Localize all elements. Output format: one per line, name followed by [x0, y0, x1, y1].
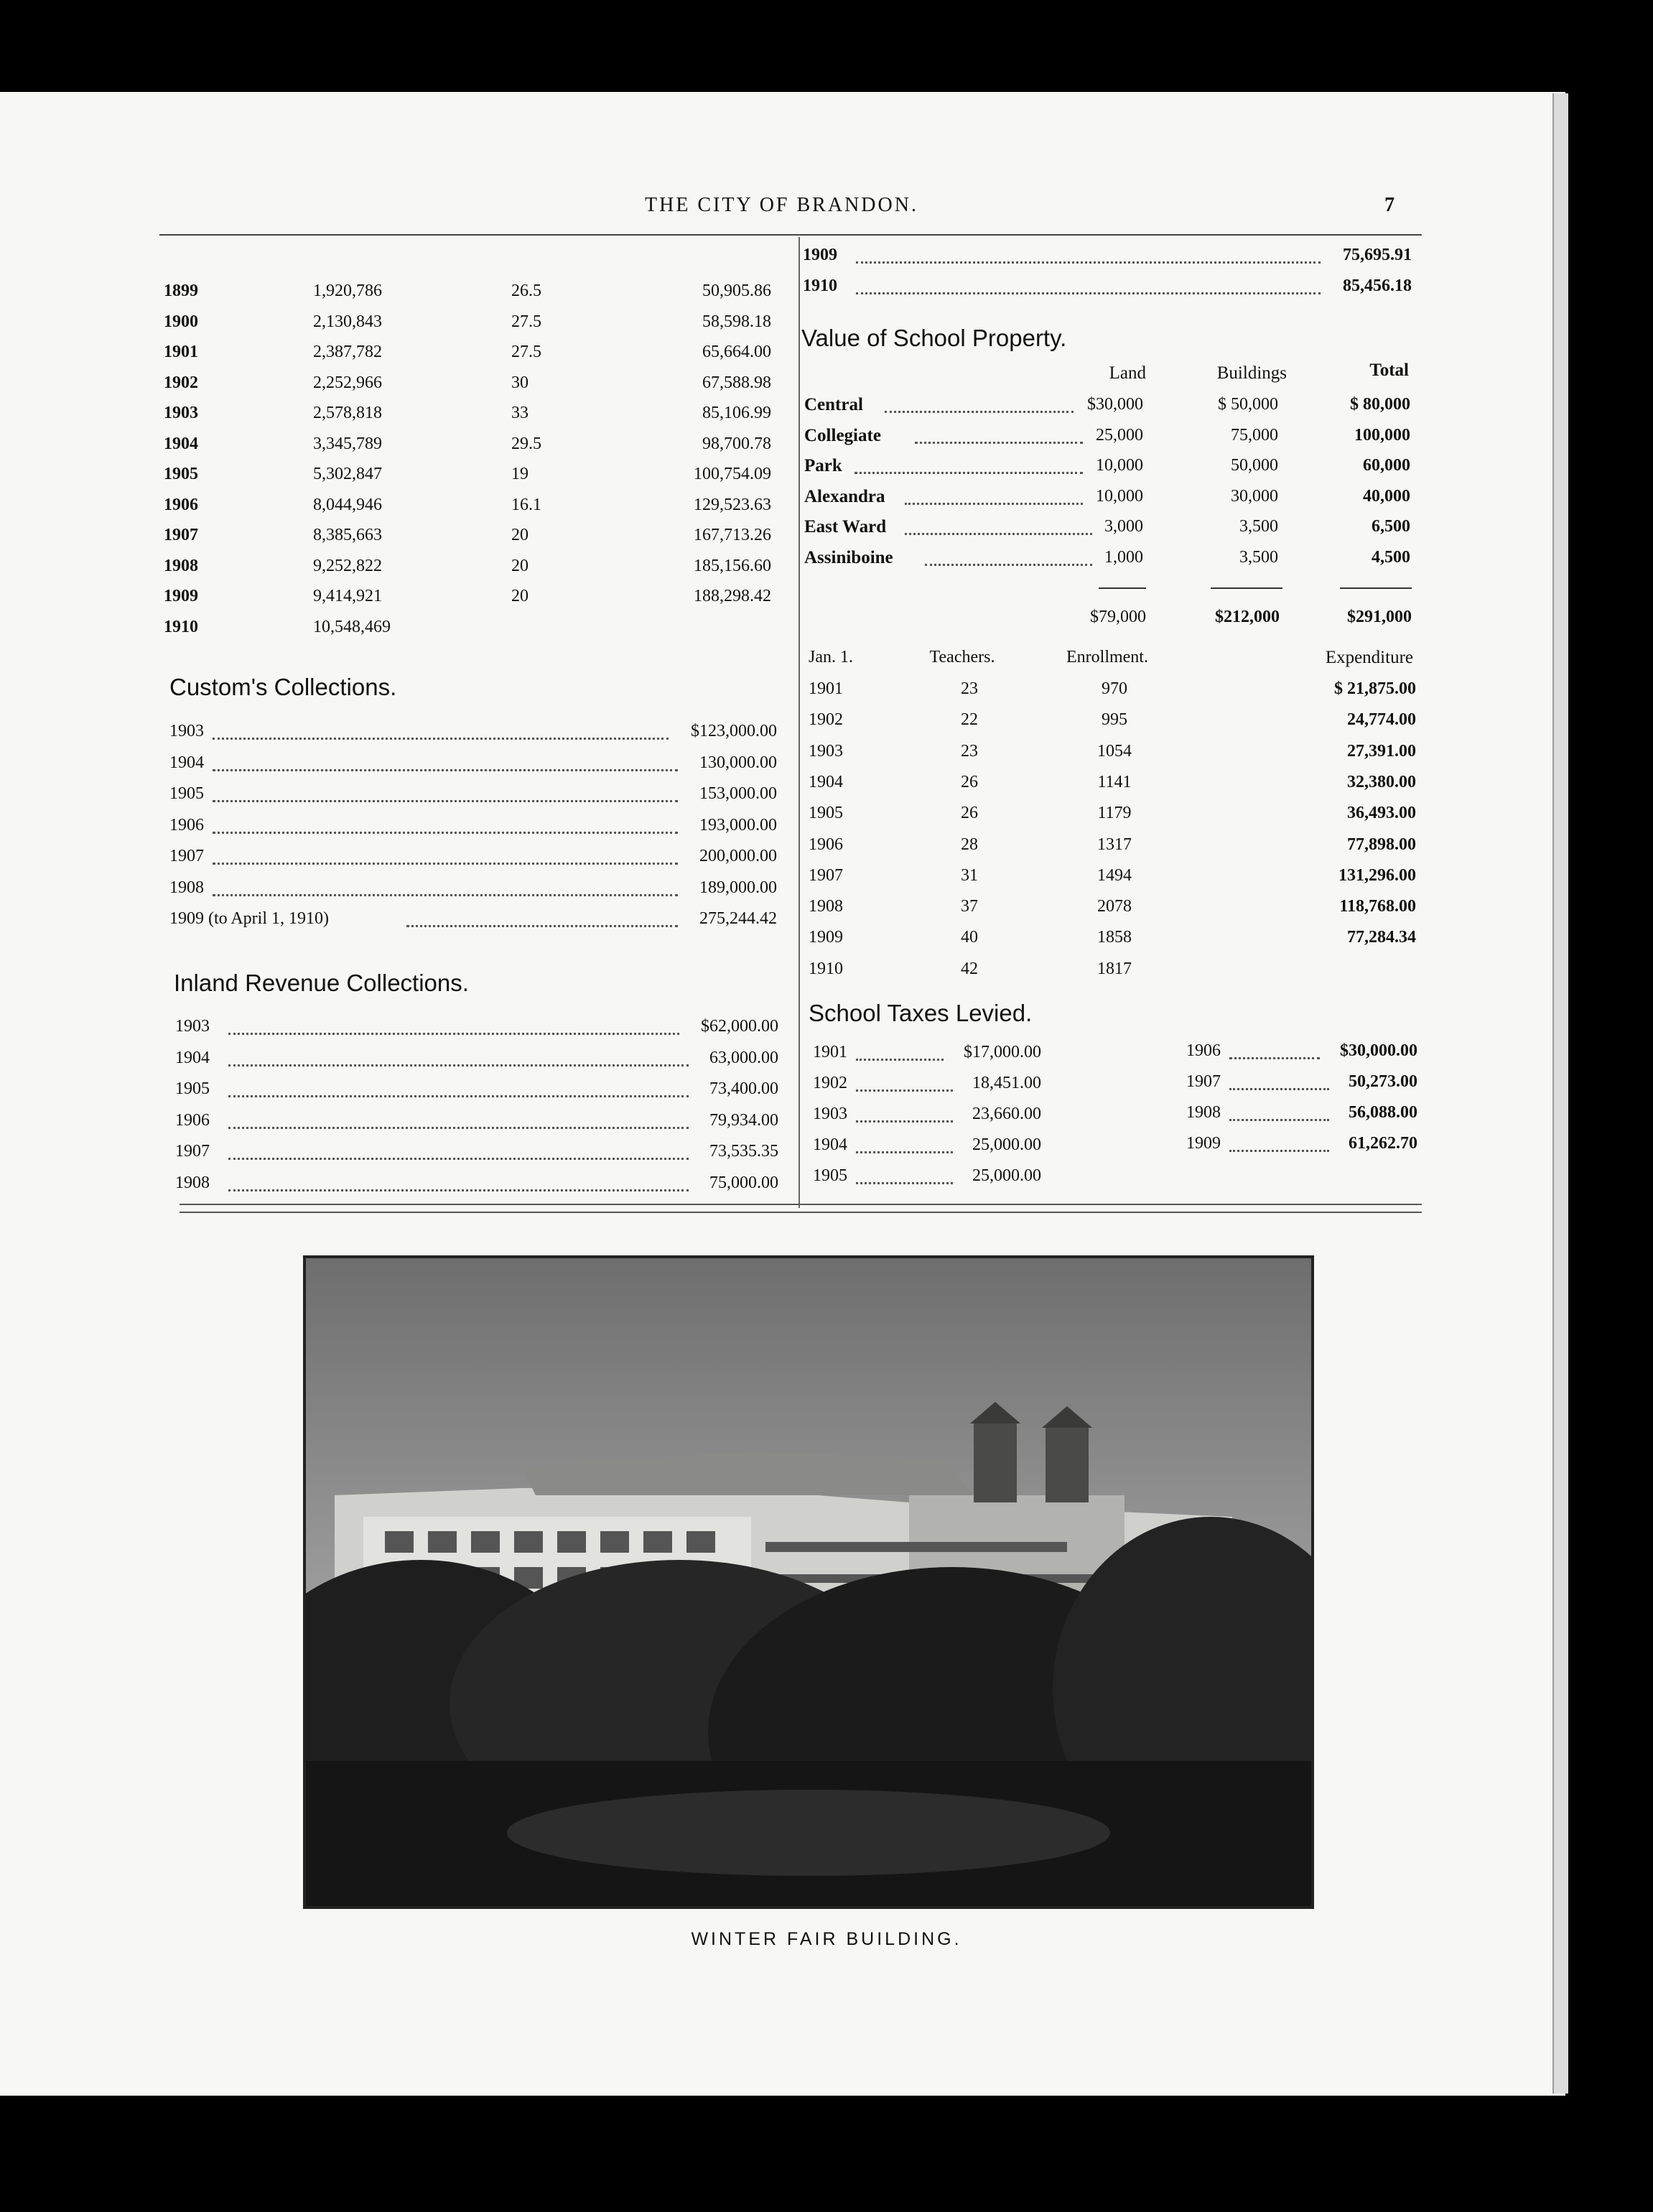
property-total-total: $291,000: [1347, 608, 1412, 626]
schools-enrollment: 2078: [1097, 897, 1132, 916]
inland-year: 1907: [175, 1142, 210, 1161]
page-edge: [1552, 93, 1568, 2094]
tax-amount: 25,000.00: [972, 1135, 1041, 1154]
schools-year: 1902: [809, 710, 843, 730]
assessment-value: 2,130,843: [313, 312, 382, 331]
customs-title: Custom's Collections.: [169, 674, 397, 700]
property-land: 1,000: [1104, 547, 1143, 567]
assessment-levy: 185,156.60: [694, 556, 771, 575]
schools-expenditure: $ 21,875.00: [1334, 679, 1416, 698]
customs-amount: 189,000.00: [699, 878, 777, 897]
customs-year: 1905: [169, 784, 204, 803]
customs-amount: 200,000.00: [699, 847, 777, 865]
customs-amount: $123,000.00: [691, 722, 777, 740]
schools-enrollment: 1317: [1097, 835, 1132, 854]
assessment-rate: 20: [511, 556, 529, 575]
schools-expenditure: 77,284.34: [1347, 928, 1416, 947]
property-land: 25,000: [1096, 425, 1143, 445]
inland-year: 1908: [175, 1173, 210, 1192]
assessment-year: 1902: [164, 373, 198, 392]
tax-year: 1905: [813, 1166, 847, 1185]
inland-amount: 73,535.35: [709, 1142, 778, 1161]
leader-dots: [925, 564, 1092, 566]
leader-dots: [228, 1127, 689, 1129]
schools-enrollment: 1054: [1097, 741, 1132, 761]
customs-amount: 193,000.00: [699, 815, 777, 835]
tax-amount: 50,273.00: [1349, 1072, 1417, 1091]
assessment-value: 1,920,786: [313, 282, 382, 300]
assessment-rate: 27.5: [511, 343, 541, 361]
inland-year: 1905: [175, 1079, 210, 1098]
schools-header-enrollment: Enrollment.: [1066, 648, 1148, 666]
assessment-year: 1908: [164, 556, 198, 575]
page-number: 7: [1384, 194, 1397, 216]
assessment-value: 5,302,847: [313, 465, 382, 483]
tax-amount: 23,660.00: [972, 1105, 1041, 1123]
assessment-levy: 188,298.42: [694, 587, 771, 605]
inland-amount: 75,000.00: [709, 1173, 778, 1192]
assessment-year: 1910: [164, 617, 198, 636]
top-right-year: 1909: [803, 246, 837, 264]
schools-enrollment: 1494: [1097, 865, 1132, 885]
tax-amount: $30,000.00: [1340, 1041, 1417, 1060]
assessment-year: 1899: [164, 282, 198, 300]
sum-rule: [1340, 587, 1412, 589]
leader-dots: [1229, 1057, 1320, 1059]
assessment-levy: 98,700.78: [702, 434, 771, 453]
schools-teachers: 37: [961, 897, 978, 916]
schools-expenditure: 131,296.00: [1338, 865, 1416, 885]
assessment-rate: 30: [511, 373, 529, 392]
property-buildings: 50,000: [1231, 456, 1278, 475]
leader-dots: [213, 800, 678, 802]
inland-year: 1904: [175, 1048, 210, 1067]
tax-amount: 25,000.00: [972, 1166, 1041, 1185]
customs-amount: 130,000.00: [699, 753, 777, 772]
tax-year: 1909: [1186, 1134, 1221, 1153]
assessment-levy: 67,588.98: [702, 373, 771, 392]
property-school: East Ward: [804, 517, 887, 536]
assessment-rate: 20: [511, 526, 529, 544]
assessment-rate: 29.5: [511, 434, 541, 453]
inland-year: 1906: [175, 1110, 210, 1130]
assessment-levy: 50,905.86: [702, 282, 771, 300]
assessment-value: 8,385,663: [313, 526, 382, 544]
schools-year: 1904: [809, 772, 843, 791]
schools-year: 1901: [809, 679, 843, 698]
property-total-land: $79,000: [1090, 608, 1146, 626]
assessment-rate: 19: [511, 465, 529, 483]
leader-dots: [905, 503, 1083, 505]
schools-enrollment: 1141: [1097, 772, 1132, 791]
customs-amount: 275,244.42: [699, 909, 777, 928]
schools-enrollment: 970: [1102, 679, 1127, 698]
property-buildings: 3,500: [1239, 547, 1278, 567]
schools-enrollment: 995: [1102, 710, 1127, 730]
property-header-total: Total: [1369, 361, 1409, 380]
leader-dots: [905, 533, 1092, 535]
leader-dots: [856, 1120, 953, 1123]
property-buildings: 3,500: [1239, 517, 1278, 536]
tax-year: 1904: [813, 1135, 847, 1154]
assessment-rate: 16.1: [511, 495, 541, 514]
customs-year: 1903: [169, 722, 204, 740]
leader-dots: [885, 411, 1074, 413]
leader-dots: [856, 1182, 953, 1184]
property-buildings: $ 50,000: [1218, 395, 1278, 414]
assessment-levy: 167,713.26: [694, 526, 771, 544]
assessment-levy: 100,754.09: [694, 465, 771, 483]
schools-teachers: 31: [961, 865, 978, 885]
running-header: THE CITY OF BRANDON.: [645, 194, 918, 216]
inland-title: Inland Revenue Collections.: [174, 970, 469, 996]
property-total-buildings: $212,000: [1215, 608, 1280, 626]
assessment-year: 1909: [164, 587, 198, 605]
tax-year: 1903: [813, 1105, 847, 1123]
school-property-title: Value of School Property.: [801, 325, 1067, 351]
customs-year: 1904: [169, 753, 204, 772]
property-land: 3,000: [1104, 517, 1143, 536]
leader-dots: [228, 1189, 689, 1191]
property-school: Assiniboine: [804, 547, 893, 567]
leader-dots: [406, 925, 678, 927]
leader-dots: [228, 1064, 689, 1066]
header-rule: [159, 234, 1422, 236]
tax-year: 1901: [813, 1043, 847, 1061]
schools-expenditure: 36,493.00: [1347, 804, 1416, 823]
property-total: 40,000: [1363, 486, 1410, 506]
school-taxes-title: School Taxes Levied.: [809, 1000, 1033, 1026]
leader-dots: [856, 1089, 953, 1092]
schools-expenditure: 27,391.00: [1347, 741, 1416, 761]
top-right-amount: 75,695.91: [1343, 246, 1412, 264]
leader-dots: [1229, 1150, 1329, 1152]
inland-amount: 79,934.00: [709, 1110, 778, 1130]
schools-expenditure: 32,380.00: [1347, 772, 1416, 791]
leader-dots: [213, 863, 678, 865]
assessment-value: 2,387,782: [313, 343, 382, 361]
assessment-value: 9,414,921: [313, 587, 382, 605]
property-land: 10,000: [1096, 486, 1143, 506]
inland-year: 1903: [175, 1017, 210, 1036]
assessment-levy: 85,106.99: [702, 404, 771, 422]
schools-year: 1909: [809, 928, 843, 947]
schools-teachers: 26: [961, 804, 978, 823]
property-school: Collegiate: [804, 425, 881, 445]
customs-year: 1907: [169, 847, 204, 865]
assessment-year: 1906: [164, 495, 198, 514]
property-buildings: 30,000: [1231, 486, 1278, 506]
schools-year: 1907: [809, 865, 843, 885]
property-header-buildings: Buildings: [1216, 363, 1287, 383]
customs-year: 1909 (to April 1, 1910): [169, 909, 329, 928]
assessment-rate: 33: [511, 404, 529, 422]
schools-teachers: 23: [961, 679, 978, 698]
schools-year: 1908: [809, 897, 843, 916]
assessment-year: 1907: [164, 526, 198, 544]
schools-year: 1906: [809, 835, 843, 854]
leader-dots: [228, 1158, 689, 1160]
schools-teachers: 42: [961, 959, 978, 978]
property-total: $ 80,000: [1350, 395, 1410, 414]
assessment-value: 2,578,818: [313, 404, 382, 422]
customs-year: 1906: [169, 815, 204, 835]
sum-rule: [1211, 587, 1282, 589]
assessment-year: 1904: [164, 434, 198, 453]
photo-caption: WINTER FAIR BUILDING.: [691, 1929, 962, 1949]
assessment-year: 1901: [164, 343, 198, 361]
leader-dots: [856, 261, 1321, 264]
assessment-value: 8,044,946: [313, 495, 382, 514]
schools-teachers: 26: [961, 772, 978, 791]
tax-year: 1908: [1186, 1103, 1221, 1122]
property-buildings: 75,000: [1231, 425, 1278, 445]
property-school: Park: [804, 456, 842, 475]
assessment-levy: 65,664.00: [702, 343, 771, 361]
leader-dots: [856, 1059, 944, 1061]
assessment-year: 1900: [164, 312, 198, 331]
leader-dots: [856, 292, 1321, 294]
leader-dots: [213, 769, 678, 771]
leader-dots: [1229, 1119, 1329, 1121]
schools-header-teachers: Teachers.: [929, 648, 995, 666]
leader-dots: [213, 832, 678, 834]
assessment-rate: 26.5: [511, 282, 541, 300]
leader-dots: [213, 894, 678, 896]
leader-dots: [228, 1033, 679, 1035]
tax-year: 1906: [1186, 1041, 1221, 1060]
schools-teachers: 22: [961, 710, 978, 730]
schools-teachers: 23: [961, 741, 978, 761]
schools-header-jan: Jan. 1.: [809, 648, 853, 666]
tax-year: 1902: [813, 1074, 847, 1092]
tax-year: 1907: [1186, 1072, 1221, 1091]
assessment-value: 2,252,966: [313, 373, 382, 392]
tax-amount: $17,000.00: [964, 1043, 1041, 1061]
column-divider: [798, 237, 800, 1208]
top-right-year: 1910: [803, 276, 837, 295]
winter-fair-building-image: [306, 1258, 1311, 1906]
assessment-year: 1905: [164, 465, 198, 483]
property-school: Central: [804, 395, 863, 414]
assessment-year: 1903: [164, 404, 198, 422]
leader-dots: [1229, 1088, 1329, 1090]
leader-dots: [856, 1151, 953, 1153]
property-total: 100,000: [1354, 425, 1410, 445]
assessment-value: 9,252,822: [313, 556, 382, 575]
property-total: 60,000: [1363, 456, 1410, 475]
property-total: 4,500: [1372, 547, 1410, 567]
leader-dots: [213, 738, 669, 740]
inland-amount: 63,000.00: [709, 1048, 778, 1067]
assessment-value: 10,548,469: [313, 617, 391, 636]
section-double-rule: [180, 1204, 1422, 1213]
sum-rule: [1099, 587, 1146, 589]
property-school: Alexandra: [804, 486, 885, 506]
leader-dots: [228, 1095, 689, 1097]
winter-fair-photo: [303, 1255, 1314, 1909]
customs-amount: 153,000.00: [699, 784, 777, 803]
schools-year: 1903: [809, 741, 843, 761]
property-land: $30,000: [1087, 395, 1143, 414]
schools-expenditure: 77,898.00: [1347, 835, 1416, 854]
schools-teachers: 28: [961, 835, 978, 854]
inland-amount: $62,000.00: [701, 1017, 778, 1036]
schools-enrollment: 1858: [1097, 928, 1132, 947]
customs-year: 1908: [169, 878, 204, 897]
inland-amount: 73,400.00: [709, 1079, 778, 1098]
schools-expenditure: 24,774.00: [1347, 710, 1416, 730]
top-right-amount: 85,456.18: [1343, 276, 1412, 295]
property-land: 10,000: [1096, 456, 1143, 475]
assessment-rate: 27.5: [511, 312, 541, 331]
schools-teachers: 40: [961, 928, 978, 947]
schools-header-expenditure: Expenditure: [1325, 648, 1413, 667]
property-total: 6,500: [1372, 517, 1410, 536]
property-header-land: Land: [1109, 363, 1146, 383]
leader-dots: [915, 442, 1083, 444]
tax-amount: 18,451.00: [972, 1074, 1041, 1092]
tax-amount: 61,262.70: [1349, 1134, 1417, 1153]
schools-year: 1905: [809, 804, 843, 823]
assessment-rate: 20: [511, 587, 529, 605]
schools-year: 1910: [809, 959, 843, 978]
assessment-levy: 129,523.63: [694, 495, 771, 514]
assessment-value: 3,345,789: [313, 434, 382, 453]
schools-expenditure: 118,768.00: [1339, 897, 1416, 916]
tax-amount: 56,088.00: [1349, 1103, 1417, 1122]
schools-enrollment: 1817: [1097, 959, 1132, 978]
leader-dots: [855, 472, 1083, 474]
assessment-levy: 58,598.18: [702, 312, 771, 331]
schools-enrollment: 1179: [1097, 804, 1132, 823]
